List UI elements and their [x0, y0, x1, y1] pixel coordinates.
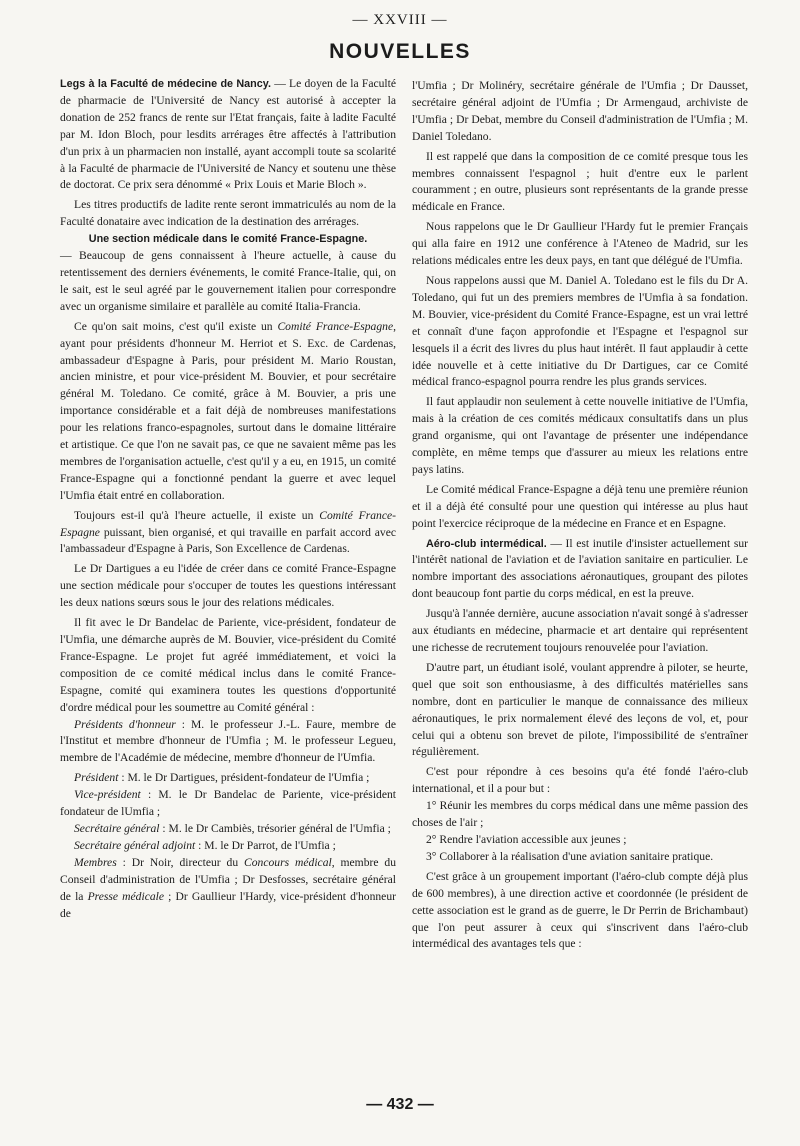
- paragraph: [60, 770, 396, 787]
- paragraph: D'autre part, un étudiant isolé, voulant apprendre à piloter, se heurte, quel que soit son enthousiasme, à des difficultés matérielles sans nombre, dont en particulier le manque de connaissance des milieux aéronautiques, le prix normalement élevé des leçons de vol, et, pour celui qui a obtenu son brevet de pilote, l'impossibilité de s'entraîner régulièrement.: [412, 660, 748, 759]
- paragraph: Nous rappelons aussi que M. Daniel A. Toledano est le fils du Dr A. Toledano, qui fut un des premiers membres de l'Umfia à sa fondation. M. Bouvier, vice-président du Comité France-Espagne, est un vrai lettré et connaît d'une façon approfondie et l'Espagne et l'espagnol sur lesquels il a écrit des livres du plus haut intérêt. Il faut applaudir à cette idée nouvelle et à cette initiative du Dr Dartigues, car ce Comité médical franco-espagnol pourra rendre les plus grands services.: [412, 273, 748, 389]
- paragraph-text: : M. le Dr Bandelac de Pariente, vice-président fondateur de lUmfia ;: [60, 788, 396, 819]
- list-item: 3° Collaborer à la réalisation d'une aviation sanitaire pratique.: [426, 849, 714, 863]
- paragraph: Il faut applaudir non seulement à cette nouvelle initiative de l'Umfia, mais à la création de ces comités médicaux consultatifs dans un plus grand organisme, qui ont l'avantage de présenter une indépendance complète, en même temps que d'assurer au mieux les relations entre pays latins.: [412, 395, 748, 476]
- paragraph: Le Comité médical France-Espagne a déjà tenu une première réunion et il a déjà été consulté pour une question qui intéresse au plus haut point l'exercice réciproque de la médecine en France et en Espagne.: [412, 482, 748, 530]
- paragraph-text: — Le doyen de la Faculté de pharmacie de l'Université de Nancy est autorisé à accepter la donation de 252 francs de rente sur l'Etat français, faite à ladite Faculté par M. Idon Bloch, pour lesdits arrérages être affectés à l'attribution d'un prix à un pharmacien non installé, ayant accompli toute sa scolarité à la Faculté de pharmacie de l'Université de Nancy et soutenu une thèse de doctorat. Ce prix sera dénommé « Prix Louis et Marie Bloch ».: [60, 77, 396, 192]
- paragraph: l'Umfia ; Dr Molinéry, secrétaire générale de l'Umfia ; Dr Dausset, secrétaire général adjoint de l'Umfia ; Dr Armengaud, archiviste de l'Umfia ; Dr Debat, membre du Conseil d'administration de l'Umfia ; M. Daniel Toledano.: [412, 79, 748, 143]
- paragraph: C'est grâce à un groupement important (l'aéro-club compte déjà plus de 600 membres), à une direction active et coordonnée (le président de cette association est le grand as de guerre, le Dr Perrin de Brichambaut) que l'on peut assurer à ceux qui s'inscrivent dans l'aéro-club intermédical des avantages tels que :: [412, 869, 748, 951]
- page-number: — 432 —: [366, 1096, 434, 1113]
- article-heading: Une section médicale dans le comité France-Espagne.: [88, 233, 368, 246]
- paragraph: Nous rappelons que le Dr Gaullieur l'Hardy fut le premier Français qui alla faire en 1912 une conférence à l'Ateneo de Madrid, sur les relations médicales entre les deux pays, en tant que délégué de l'Umfia.: [412, 220, 748, 268]
- italic-text: Président: [74, 771, 119, 785]
- paragraph-text: : M. le Dr Cambiès, trésorier général de l'Umfia ;: [159, 821, 391, 835]
- paragraph: Le Dr Dartigues a eu l'idée de créer dans ce comité France-Espagne une section médicale pour s'occuper de toutes les questions intéressant les deux nations sœurs sous le jour des relations médicales.: [60, 562, 396, 610]
- italic-text: Secrétaire général: [74, 821, 160, 835]
- italic-text: Présidents d'honneur: [74, 717, 176, 731]
- article-heading: Legs à la Faculté de médecine de Nancy.: [60, 78, 271, 90]
- paragraph: [60, 319, 396, 505]
- paragraph-text: ; Dr Gaullieur l'Hardy, vice-président d'honneur de: [60, 889, 396, 920]
- italic-text: Concours médical: [244, 855, 332, 869]
- italic-text: Comité France-Espagne: [277, 319, 394, 333]
- paragraph: Les titres productifs de ladite rente seront immatriculés au nom de la Faculté donataire avec indication de la destination des arrérages.: [60, 198, 396, 229]
- list-item: 2° Rendre l'aviation accessible aux jeunes ;: [426, 832, 627, 846]
- paragraph: [60, 508, 396, 559]
- paragraph-text: : M. le professeur J.-L. Faure, membre de l'Institut et membre d'honneur de l'Umfia ; M. le professeur Legueu, membre de l'Académie de médecine, membre d'honneur de l'Umfia.: [60, 717, 397, 765]
- italic-text: Presse médicale: [87, 889, 165, 903]
- right-column: [412, 78, 748, 953]
- paragraph: Jusqu'à l'année dernière, aucune association n'avait songé à s'adresser aux étudiants en médecine, pharmacie et art dentaire qui représentent une richesse de recrutement toujours renouvelée pour l'aviation.: [412, 607, 748, 654]
- page-title: NOUVELLES: [329, 40, 471, 63]
- paragraph: Il est rappelé que dans la composition de ce comité presque tous les membres connaissent l'espagnol ; huit d'entre eux le parlent couramment ; en outre, plusieurs sont représentants de la grande presse médicale en France.: [412, 149, 748, 214]
- article-heading: Aéro-club intermédical.: [426, 537, 547, 550]
- paragraph-text: : M. le Dr Parrot, de l'Umfia ;: [195, 838, 336, 852]
- paragraph-text: puissant, bien organisé, et qui travaille en parfait accord avec l'ambassadeur d'Espagne à Paris, Son Excellence de Cardenas.: [60, 525, 396, 556]
- paragraph: [60, 717, 396, 768]
- paragraph: [60, 231, 396, 316]
- paragraph-text: — Il est inutile d'insister actuellement sur l'intérêt national de l'aviation et de l'aviation sanitaire en particulier. Le nombre important des associations aéronautiques, groupant des pilotes dont beaucoup font partie du corps médical, en est la preuve.: [412, 536, 748, 601]
- paragraph-text: : M. le Dr Dartigues, président-fondateur de l'Umfia ;: [118, 771, 370, 785]
- paragraph: [60, 838, 396, 855]
- paragraph-text: , membre du Conseil d'administration de l'Umfia ; Dr Desfosses, secrétaire général de la: [60, 855, 396, 903]
- paragraph: [412, 536, 748, 604]
- italic-text: Secrétaire général adjoint: [74, 838, 196, 852]
- left-column: [60, 76, 396, 922]
- italic-text: Comité France-Espagne: [60, 508, 397, 539]
- paragraph-text: Toujours est-il qu'à l'heure actuelle, il existe un: [74, 508, 320, 522]
- paragraph: [60, 821, 396, 838]
- paragraph: Il fit avec le Dr Bandelac de Pariente, vice-président, fondateur de l'Umfia, une démarche auprès de M. Bouvier, vice-président du Comité France-Espagne. Le projet fut agréé immédiatement, et voici la composition de ce comité médical inclus dans le comité France-Espagne, comité qui examinera toutes les questions d'opportunité d'ordre médical pour les soumettre au Comité général :: [60, 616, 396, 714]
- italic-text: Membres: [74, 855, 117, 869]
- paragraph: [60, 76, 396, 194]
- italic-text: Vice-président: [74, 788, 141, 802]
- paragraph: [60, 855, 396, 923]
- paragraph-text: Ce qu'on sait moins, c'est qu'il existe un: [74, 319, 278, 333]
- paragraph-text: : Dr Noir, directeur du: [116, 855, 245, 869]
- paragraph-text: , ayant pour présidents d'honneur M. Herriot et S. Exc. de Cardenas, ambassadeur d'Espagne à Paris, pour président M. Mario Roustan, ancien ministre, et pour vice-président M. Bouvier, et pour secrétaire général M. Toledano. Ce comité, grâce à M. Bouvier, a pris une importance considérable et a fait déjà de nombreuses manifestations pour les relations franco-espagnoles, surtout dans le domaine littéraire et artistique. Ce que l'on ne savait pas, ce que ne savaient même pas les membres de l'organisation actuelle, c'est qu'il y a eu, en 1915, un comité France-Espagne qui a fonctionné pendant la guerre et avec lequel l'Umfia était entré en collaboration.: [60, 319, 397, 502]
- paragraph: [60, 787, 396, 821]
- section-number: — XXVIII —: [352, 12, 448, 28]
- paragraph: C'est pour répondre à ces besoins qu'a été fondé l'aéro-club international, et il a pour but :: [412, 765, 748, 796]
- list-item: 1° Réunir les membres du corps médical dans une même passion des choses de l'air ;: [412, 799, 748, 830]
- paragraph-text: — Beaucoup de gens connaissent à l'heure actuelle, à cause du retentissement des derniers événements, le comité France-Italie, qui, on le sait, est le seul agréé par le gouvernement italien pour correspondre avec un organisme similaire et parallèle au comité Italia-Francia.: [60, 249, 396, 313]
